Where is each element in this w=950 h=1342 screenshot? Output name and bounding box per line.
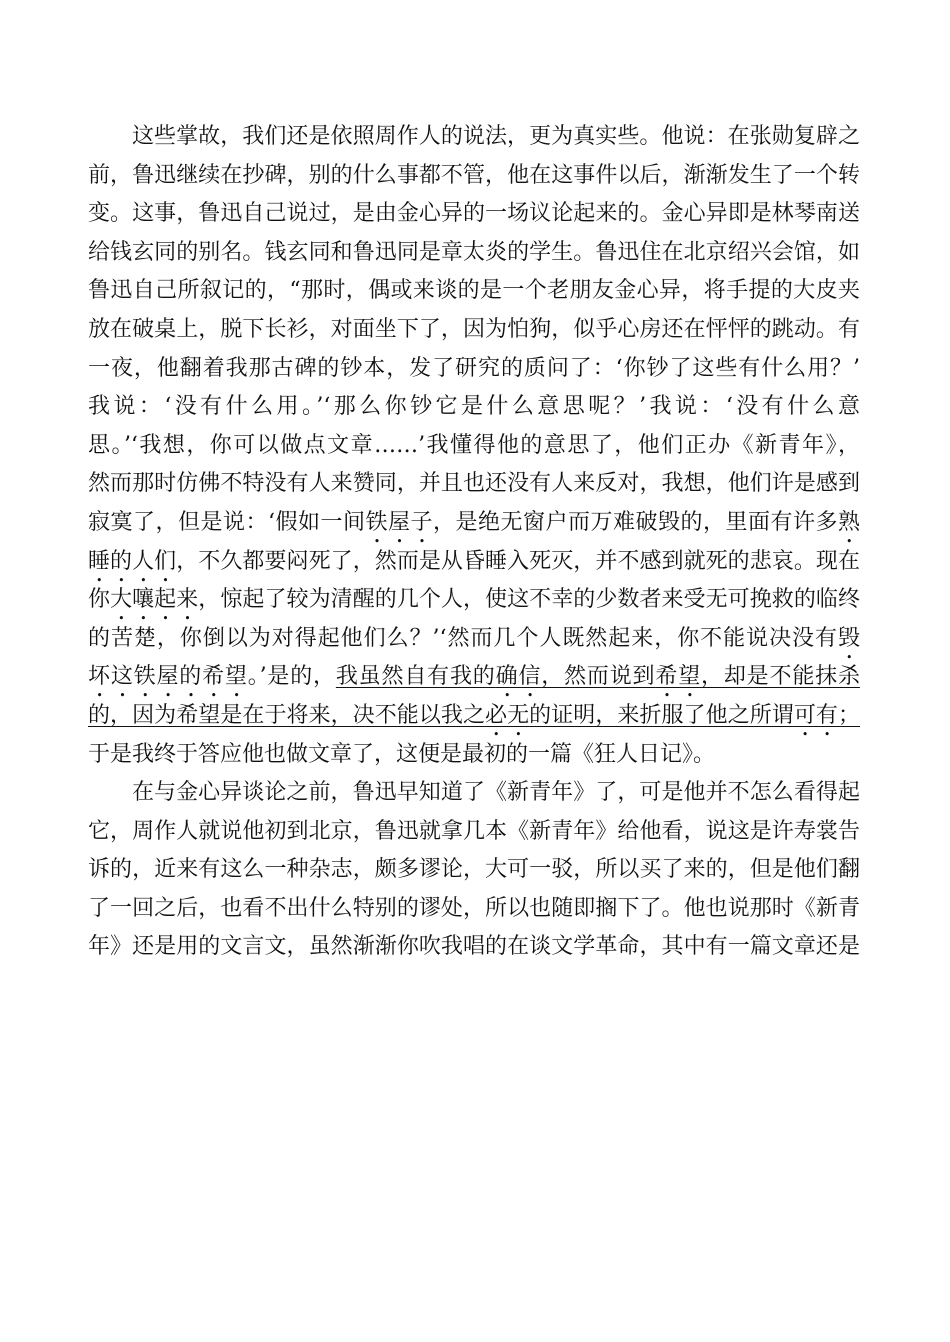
underlined-emphasis-span: 希望	[655, 664, 702, 690]
text-span: ，是绝无窗户而万难破毁的，里面有许多	[432, 509, 838, 535]
text-line	[88, 890, 860, 929]
document-page	[88, 118, 860, 967]
paragraph-1	[88, 118, 860, 774]
text-span: 前，鲁迅继续在抄碑，别的什么事都不管，他在这事件以后，渐渐发生了一个转	[88, 162, 860, 188]
text-span: 这些掌故，我们还是依照周作人的说法，更为真实些。他说：在张勋复辟之	[132, 124, 860, 149]
emphasis-dots-span: 睡的人们	[88, 548, 177, 574]
text-span: 在与金心异谈论之前，鲁迅早知道了《新青年》了，可是他并不怎么看得起	[132, 780, 860, 806]
text-line	[88, 774, 860, 813]
text-line	[88, 813, 860, 852]
underlined-emphasis-span: 必无	[485, 702, 530, 728]
emphasis-dots-span: 坏这铁屋的希望	[88, 664, 248, 690]
emphasis-dots-span: 铁屋子	[365, 509, 433, 535]
text-span: 给钱玄同的别名。钱玄同和鲁迅同是章太炎的学生。鲁迅住在北京绍兴会馆，如	[88, 239, 860, 265]
text-line	[88, 543, 860, 582]
text-line	[88, 697, 860, 736]
text-line	[88, 272, 860, 311]
text-span: 变。这事，鲁迅自己说过，是由金心异的一场议论起来的。金心异即是林琴南送	[88, 201, 860, 227]
underlined-span: 的证明，来折服了他之所谓	[529, 702, 794, 728]
underlined-emphasis-span: 可有	[793, 702, 838, 728]
underlined-span: ；	[837, 702, 860, 728]
text-span: 了一回之后，也看不出什么特别的谬处，所以也随即搁下了。他也说那时《新青	[88, 895, 860, 921]
emphasis-dots-span: 熟	[837, 509, 860, 535]
underlined-span: ，却是不能抹杀	[701, 664, 860, 690]
text-line	[88, 928, 860, 967]
paragraph-2	[88, 774, 860, 967]
underlined-emphasis-span: 确信	[495, 664, 542, 690]
emphasis-dots-span: 大嚷起来	[110, 587, 199, 613]
text-span: 寂寞了，但是说：‘假如一间	[88, 509, 366, 535]
text-span: 。’是的，	[247, 664, 336, 690]
text-span: ，惊起了较为清醒的几个人，使这不幸的少数者来受无可挽救的临终	[198, 587, 860, 613]
text-line	[88, 118, 860, 157]
text-span: 思。’‘我想，你可以做点文章……’我懂得他的意思了，他们正办《新青年》，	[88, 432, 860, 458]
text-line	[88, 427, 860, 466]
text-span: 鲁迅自己所叙记的，“那时，偶或来谈的是一个老朋友金心异，将手提的大皮夹	[88, 278, 860, 304]
text-line	[88, 620, 860, 659]
underlined-span: 的，因为希望是在于将来，决不能以我之	[88, 702, 486, 728]
text-span: 然而那时仿佛不特没有人来赞同，并且也还没有人来反对，我想，他们许是感到	[88, 471, 860, 497]
text-span: 于是我终于答应他也做文章了，这便是最初的一篇《狂人日记》。	[88, 741, 716, 767]
text-line	[88, 157, 860, 196]
underlined-span: ，然而说到	[541, 664, 656, 690]
emphasis-dots-span: 毁	[837, 625, 860, 651]
text-span: 年》还是用的文言文，虽然渐渐你吹我唱的在谈文学革命，其中有一篇文章还是	[88, 934, 860, 960]
text-line	[88, 311, 860, 350]
text-line	[88, 195, 860, 234]
text-line	[88, 465, 860, 504]
underlined-span: 我虽然自有我的	[335, 664, 496, 690]
text-span: 它，周作人就说他初到北京，鲁迅就拿几本《新青年》给他看，说这是许寿裳告	[88, 818, 860, 844]
text-span: 你	[88, 587, 111, 613]
text-line	[88, 658, 860, 697]
text-span: 的苦楚，你倒以为对得起他们么？’‘然而几个人既然起来，你不能说决没有	[88, 625, 838, 651]
text-span: 诉的，近来有这么一种杂志，颇多谬论，大可一驳，所以买了来的，但是他们翻	[88, 857, 860, 883]
text-span: ，不久都要闷死了，然而是从昏睡入死灭，并不感到就死的悲哀。现在	[176, 548, 860, 574]
text-line	[88, 736, 860, 775]
text-line	[88, 234, 860, 273]
text-line	[88, 350, 860, 389]
text-line	[88, 504, 860, 543]
text-line	[88, 581, 860, 620]
text-span: 我说：‘没有什么用。’‘那么你钞它是什么意思呢？’我说：‘没有什么意	[88, 394, 860, 420]
text-line	[88, 388, 860, 427]
text-line	[88, 851, 860, 890]
text-span: 一夜，他翻着我那古碑的钞本，发了研究的质问了：‘你钞了这些有什么用？’	[88, 355, 860, 381]
text-span: 放在破桌上，脱下长衫，对面坐下了，因为怕狗，似乎心房还在怦怦的跳动。有	[88, 316, 860, 342]
